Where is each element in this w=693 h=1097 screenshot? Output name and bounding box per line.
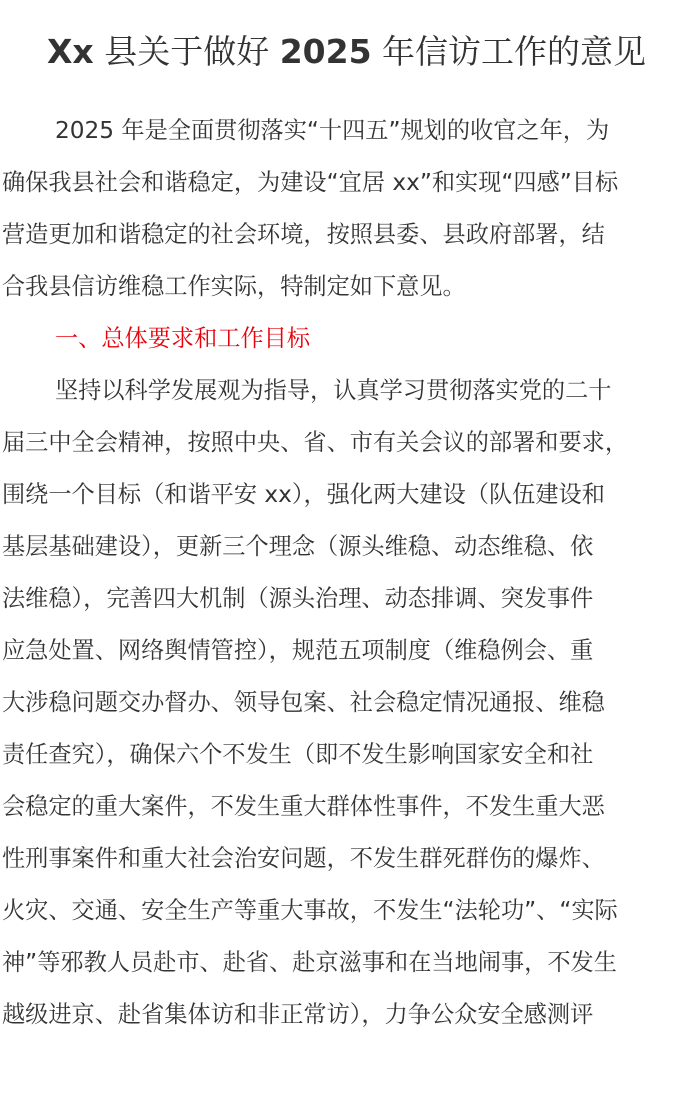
paragraph-line: 法维稳），完善四大机制（源头治理、动态排调、突发事件 (2, 585, 594, 612)
paragraph-line: 基层基础建设），更新三个理念（源头维稳、动态维稳、依 (2, 533, 594, 560)
title-prefix: Xx (46, 32, 94, 71)
paragraph-line: 越级进京、赴省集体访和非正常访），力争公众安全感测评 (2, 1001, 594, 1028)
paragraph-line: 应急处置、网络舆情管控），规范五项制度（维稳例会、重 (2, 637, 594, 664)
paragraph-line: 合我县信访维稳工作实际，特制定如下意见。 (2, 273, 466, 300)
paragraph-line: 大涉稳问题交办督办、领导包案、社会稳定情况通报、维稳 (2, 689, 605, 716)
paragraph-line: 神”等邪教人员赴市、赴省、赴京滋事和在当地闹事，不发生 (2, 949, 617, 976)
paragraph-line: 届三中全会精神，按照中央、省、市有关会议的部署和要求， (2, 429, 629, 456)
title-suffix: 年信访工作的意见 (382, 32, 647, 71)
paragraph-line: 火灾、交通、安全生产等重大事故，不发生“法轮功”、“实际 (2, 897, 618, 924)
paragraph-line: 确保我县社会和谐稳定，为建设“宜居 xx”和实现“四感”目标 (2, 169, 619, 196)
title-mid: 县关于做好 (104, 32, 270, 71)
paragraph-line: 2025 年是全面贯彻落实“十四五”规划的收官之年，为 (55, 117, 610, 144)
paragraph-line: 性刑事案件和重大社会治安问题，不发生群死群伤的爆炸、 (2, 845, 605, 872)
title-year: 2025 (279, 32, 372, 71)
paragraph-line: 责任查究），确保六个不发生（即不发生影响国家安全和社 (2, 741, 594, 768)
paragraph-line: 会稳定的重大案件，不发生重大群体性事件，不发生重大恶 (2, 793, 605, 820)
document-title (0, 28, 693, 76)
paragraph-line: 坚持以科学发展观为指导，认真学习贯彻落实党的二十 (55, 377, 612, 404)
paragraph-line: 营造更加和谐稳定的社会环境，按照县委、县政府部署，结 (2, 221, 605, 248)
paragraph-line: 围绕一个目标（和谐平安 xx），强化两大建设（队伍建设和 (2, 481, 605, 508)
section-heading: 一、总体要求和工作目标 (55, 325, 311, 352)
